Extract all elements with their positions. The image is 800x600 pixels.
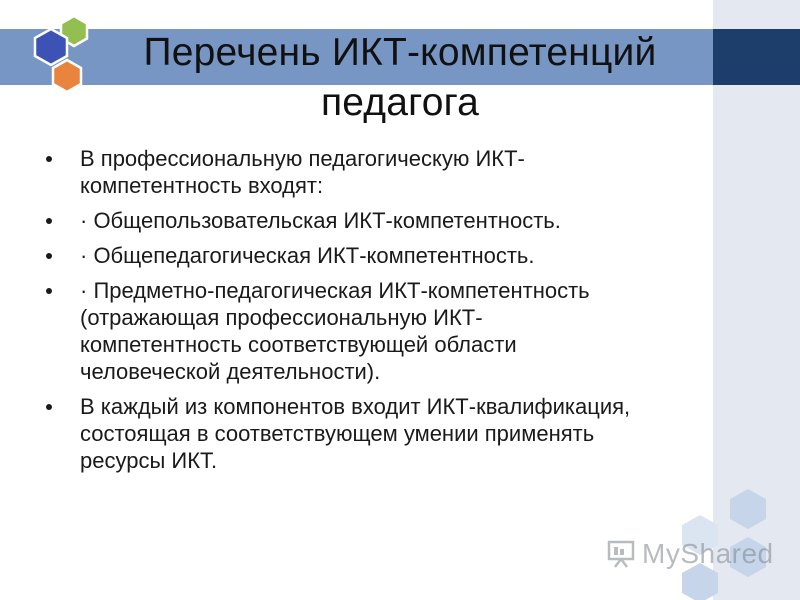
bullet-dot-icon xyxy=(46,404,52,410)
bullet-item xyxy=(40,207,740,234)
bullet-dot-icon xyxy=(46,288,52,294)
bullet-list-container xyxy=(40,145,740,482)
bullet-text-line: компетентность соответствующей области xyxy=(80,332,517,357)
bullet-dot-icon xyxy=(46,218,52,224)
bullet-item xyxy=(40,145,740,199)
bullet-text-line: · Общепедагогическая ИКТ-компетентность. xyxy=(80,243,535,268)
bullet-text-line: В каждый из компонентов входит ИКТ-квалификация, xyxy=(80,394,631,419)
slide-title-line-2: педагога xyxy=(320,81,480,124)
bullet-text-line: компетентность входят: xyxy=(80,173,324,198)
bullet-text-line: · Общепользовательская ИКТ-компетентность. xyxy=(80,208,561,233)
slide-title-line-1: Перечень ИКТ-компетенций xyxy=(143,31,657,74)
slide-title xyxy=(95,28,705,128)
bullet-text-line: состоящая в соответствующем умении применять xyxy=(80,421,595,446)
watermark xyxy=(606,534,774,574)
bullet-text-line: (отражающая профессиональную ИКТ- xyxy=(80,305,483,330)
hexagon-blue-icon xyxy=(35,29,67,65)
hexagon-orange-icon xyxy=(53,60,81,92)
hexagon-logo-icon xyxy=(10,14,90,98)
watermark-text: MyShared xyxy=(642,538,774,569)
bullet-text-line: ресурсы ИКТ. xyxy=(80,448,218,473)
bullet-dot-icon xyxy=(46,156,52,162)
bullet-item xyxy=(40,277,740,385)
bullet-text-line: В профессиональную педагогическую ИКТ- xyxy=(80,146,525,171)
presentation-board-icon xyxy=(606,539,636,569)
title-band-dark-segment xyxy=(713,29,800,85)
bullet-item xyxy=(40,242,740,269)
bullet-text-line: · Предметно-педагогическая ИКТ-компетентность xyxy=(80,278,590,303)
bullet-item xyxy=(40,393,740,474)
bullet-text-line: человеческой деятельности). xyxy=(80,359,381,384)
bullet-dot-icon xyxy=(46,253,52,259)
bullet-list xyxy=(40,145,740,474)
